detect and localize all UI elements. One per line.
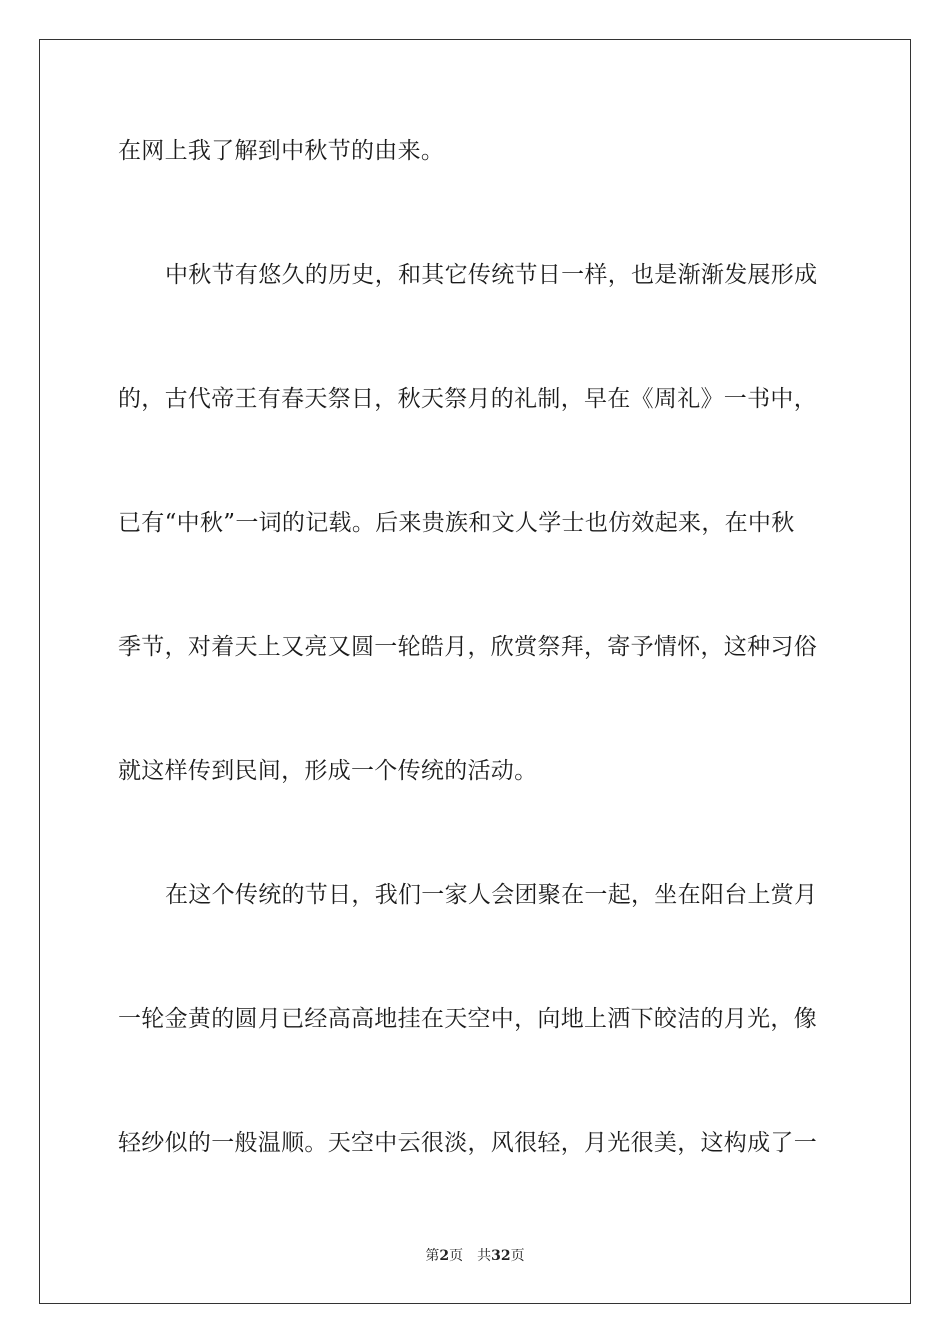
page-number: 2 (439, 1248, 450, 1264)
text-line-4: 已有“中秋”一词的记载。后来贵族和文人学士也仿效起来，在中秋 (118, 510, 795, 536)
page-border (39, 39, 911, 1304)
text-line-9: 轻纱似的一般温顺。天空中云很淡，风很轻，月光很美，这构成了一 (118, 1130, 817, 1156)
total-pages: 32 (491, 1248, 511, 1264)
page-prefix: 第 (425, 1248, 440, 1264)
total-suffix: 页 (510, 1248, 525, 1264)
page-suffix: 页 (449, 1248, 464, 1264)
text-line-1: 在网上我了解到中秋节的由来。 (118, 138, 445, 164)
page-footer (0, 1247, 950, 1265)
text-line-6: 就这样传到民间，形成一个传统的活动。 (118, 758, 538, 784)
text-line-5: 季节，对着天上又亮又圆一轮皓月，欣赏祭拜，寄予情怀，这种习俗 (118, 634, 817, 660)
text-line-3: 的，古代帝王有春天祭日，秋天祭月的礼制，早在《周礼》一书中， (118, 386, 817, 412)
text-line-2: 中秋节有悠久的历史，和其它传统节日一样，也是渐渐发展形成 (165, 262, 818, 288)
text-line-7: 在这个传统的节日，我们一家人会团聚在一起，坐在阳台上赏月 (165, 882, 818, 908)
text-line-8: 一轮金黄的圆月已经高高地挂在天空中，向地上洒下皎洁的月光，像 (118, 1006, 817, 1032)
total-prefix: 共 (477, 1248, 492, 1264)
